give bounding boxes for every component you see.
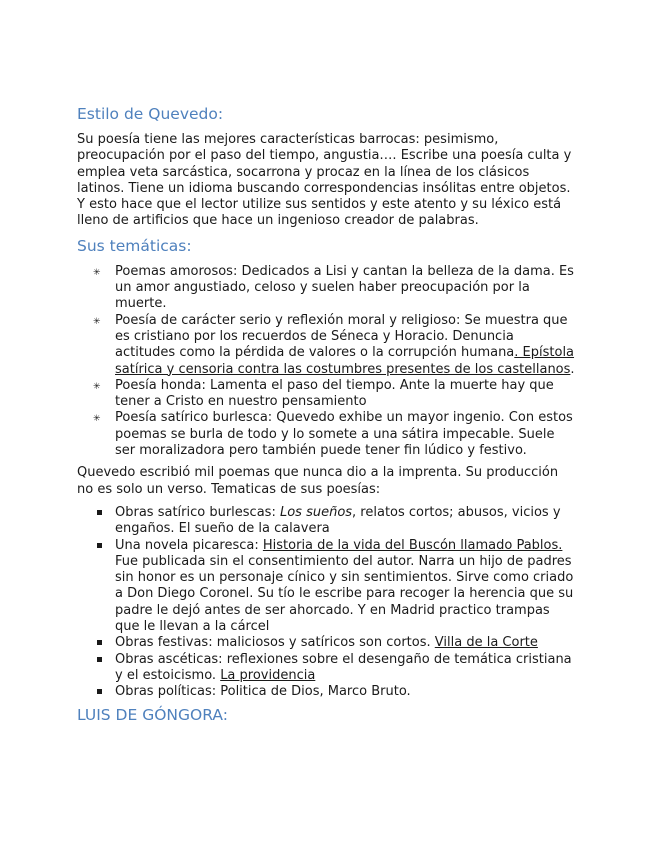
list-item: ✳ Poesía satírico burlesca: Quevedo exhibe un mayor ingenio. Con estos poemas se burla de todo y lo somete a una sátira impecable. Suele ser moralizadora pero también puede tener fin lúdico y festivo. <box>77 410 577 459</box>
paragraph-produccion: Quevedo escribió mil poemas que nunca dio a la imprenta. Su producción no es solo un verso. Tematicas de sus poesías: <box>77 465 559 497</box>
link-villa-corte[interactable]: Villa de la Corte <box>434 635 538 651</box>
tematicas-list <box>77 264 577 460</box>
link-buscon[interactable]: Historia de la vida del Buscón llamado Pablos. <box>262 537 563 553</box>
list-item: ✳ Poemas amorosos: Dedicados a Lisi y cantan la belleza de la dama. Es un amor angustiado, celoso y suelen haber preocupación por la muerte. <box>77 264 577 313</box>
heading-gongora: LUIS DE GÓNGORA: <box>77 705 228 724</box>
document-page <box>77 104 577 725</box>
list-item: ✳ Poesía honda: Lamenta el paso del tiempo. Ante la muerte hay que tener a Cristo en nuestro pensamiento <box>77 378 577 411</box>
list-item: Obras festivas: maliciosos y satíricos son cortos. Villa de la Corte <box>77 635 577 651</box>
link-providencia[interactable]: La providencia <box>220 667 316 683</box>
link-epistola-satirica[interactable]: . Epístola satírica y censoria contra las costumbres presentes de los castellanos <box>115 345 575 377</box>
heading-estilo-quevedo: Estilo de Quevedo: <box>77 105 224 123</box>
list-item: ✳ Poesía de carácter serio y reflexión moral y religioso: Se muestra que es cristiano por los recuerdos de Séneca y Horacio. Denuncia actitudes como la pérdida de valores o la corrupción humana. Epístola satírica y censoria contra las costumbres presentes de los castellanos. <box>77 313 577 378</box>
paragraph-estilo: Su poesía tiene las mejores características barrocas: pesimismo, preocupación por el paso del tiempo, angustia…. Escribe una poesía culta y emplea veta sarcástica, socarrona y procaz en la línea de los clásicos latinos. Tiene un idioma buscando correspondencias insólitas entre objetos. Y esto hace que el lector utilize sus sentidos y este atento y su léxico está lleno de artificios que hace un ingenioso creador de palabras. <box>77 132 572 229</box>
list-item: Obras satírico burlescas: Los sueños, relatos cortos; abusos, vicios y engaños. El sueño de la calavera <box>77 505 577 538</box>
obras-list <box>77 505 577 701</box>
list-item: Una novela picaresca: Historia de la vida del Buscón llamado Pablos. Fue publicada sin el consentimiento del autor. Narra un hijo de padres sin honor es un personaje cínico y sin sentimientos. Sirve como criado a Don Diego Coronel. Su tío le escribe para recoger la herencia que su padre le dejó antes de ser ahorcado. Y en Madrid practico trampas que le llevan a la cárcel <box>77 538 577 636</box>
list-item: Obras ascéticas: reflexiones sobre el desengaño de temática cristiana y el estoicismo. La providencia <box>77 652 577 685</box>
heading-tematicas: Sus temáticas: <box>77 236 192 255</box>
list-item: Obras políticas: Politica de Dios, Marco Bruto. <box>77 684 577 700</box>
